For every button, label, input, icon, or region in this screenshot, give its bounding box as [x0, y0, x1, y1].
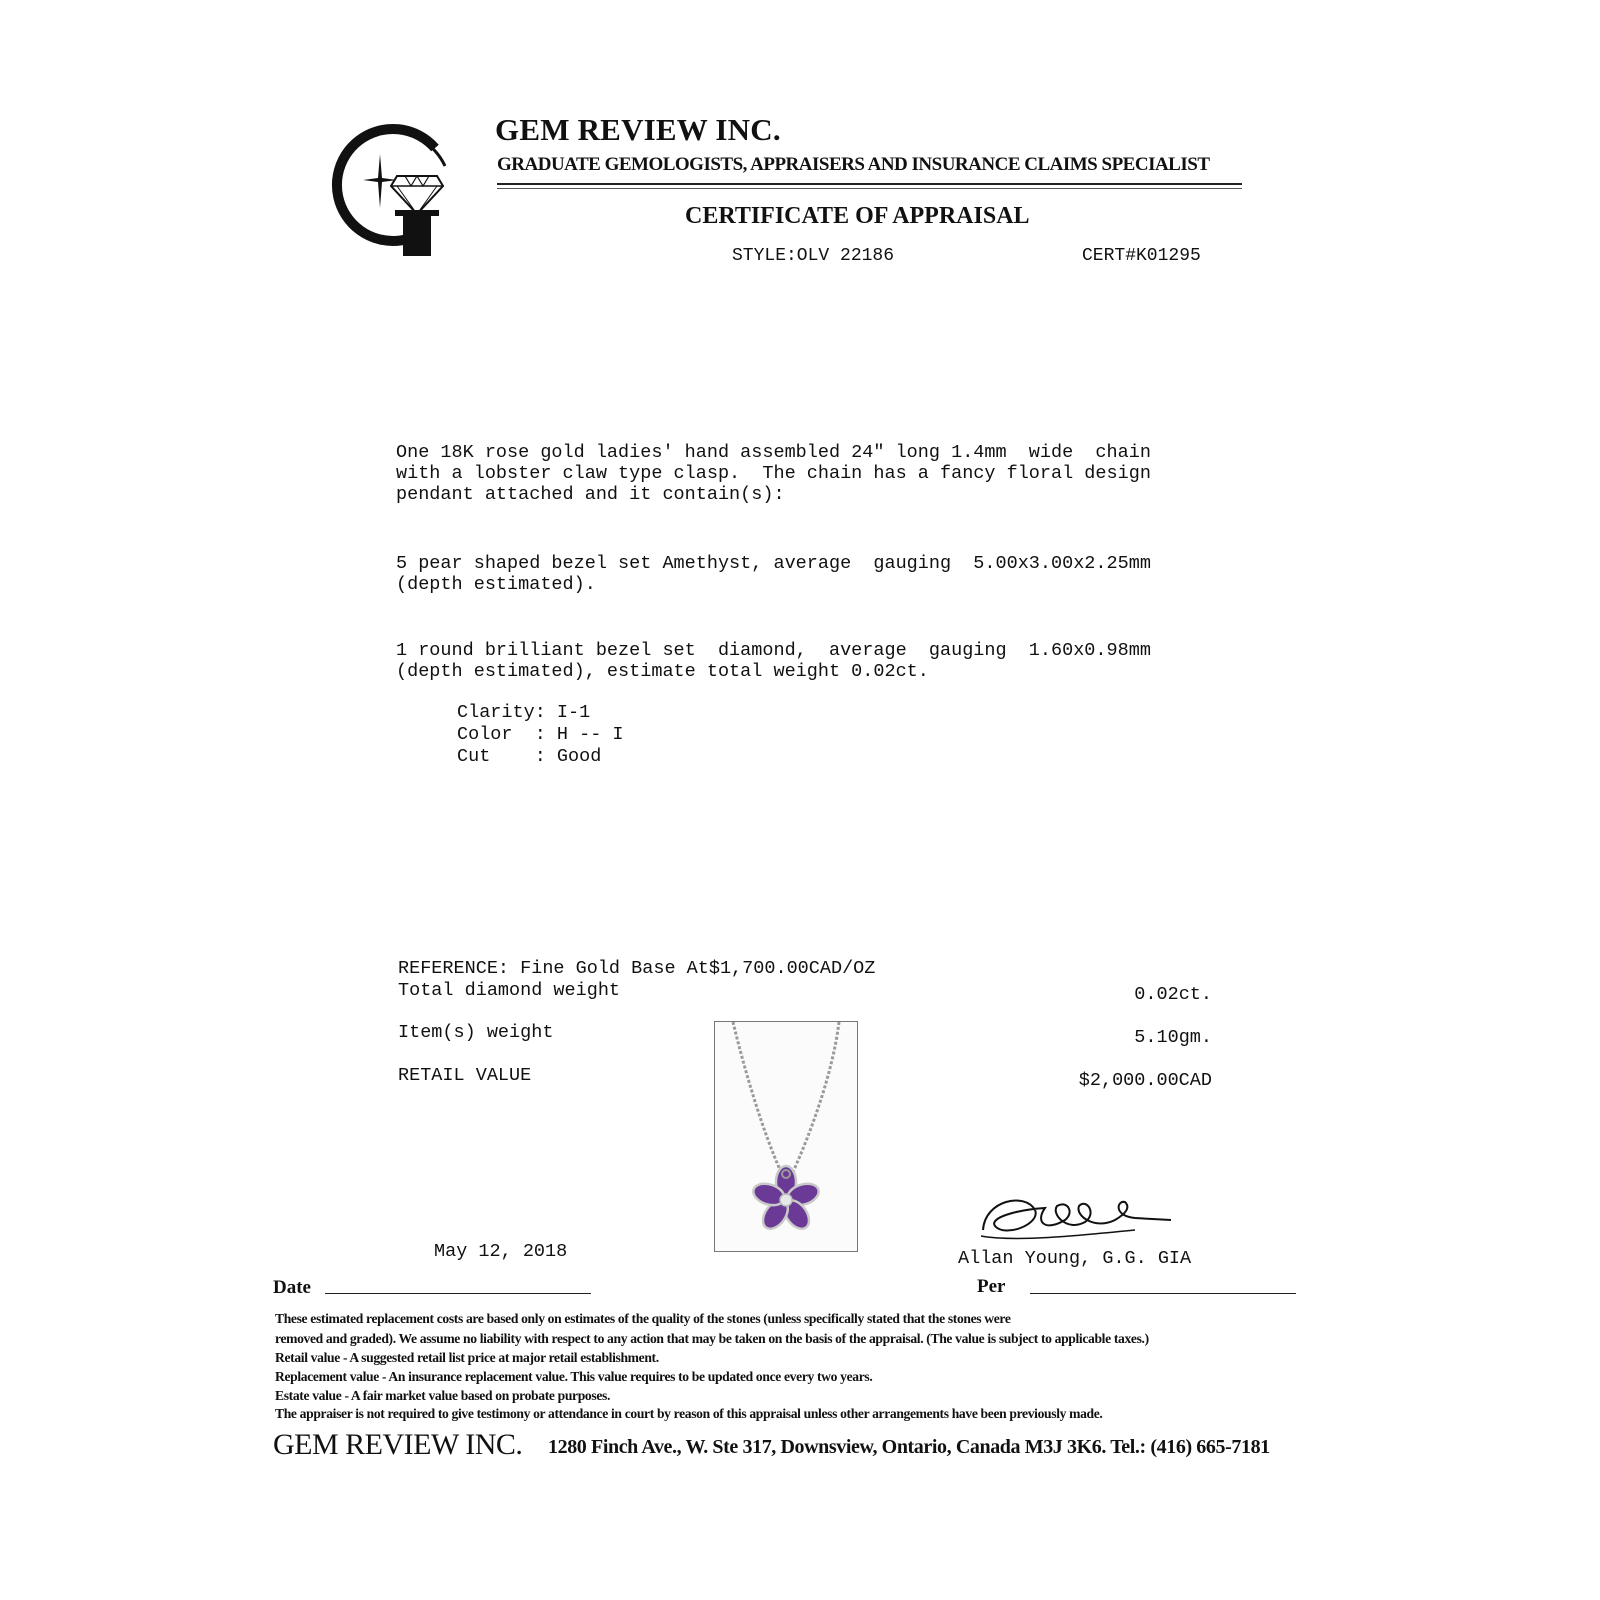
appraisal-date: May 12, 2018 [434, 1241, 568, 1262]
certificate-title: CERTIFICATE OF APPRAISAL [685, 203, 1030, 229]
disclaimer-line: removed and graded). We assume no liability with respect to any action that may be taken on the basis of the appraisal. (The value is subject to applicable taxes.) [275, 1331, 1149, 1346]
item-weight-value: 5.10gm. [1134, 1027, 1212, 1048]
date-label: Date [273, 1277, 311, 1298]
header-rule-thin [497, 188, 1242, 189]
style-number: STYLE:OLV 22186 [732, 246, 895, 266]
diamond-weight-value: 0.02ct. [1134, 984, 1212, 1005]
footer-company-name: GEM REVIEW INC. [273, 1428, 523, 1461]
per-signature-line [1030, 1293, 1296, 1294]
header-rule [497, 183, 1242, 185]
gem-review-logo-icon [325, 122, 455, 262]
disclaimer-line: These estimated replacement costs are based only on estimates of the quality of the stones (unless specifically stated that the stones were [275, 1311, 1011, 1326]
per-label: Per [977, 1276, 1006, 1297]
company-tagline: GRADUATE GEMOLOGISTS, APPRAISERS AND INSURANCE CLAIMS SPECIALIST [497, 154, 1210, 175]
item-description: One 18K rose gold ladies' hand assembled 24" long 1.4mm wide chain with a lobster claw type clasp. The chain has a fancy floral design pendant attached and it contain(s): [396, 442, 1151, 505]
diamond-description: 1 round brilliant bezel set diamond, average gauging 1.60x0.98mm (depth estimated), estimate total weight 0.02ct. [396, 640, 1151, 682]
retail-value-label: RETAIL VALUE [398, 1065, 532, 1086]
appraiser-name: Allan Young, G.G. GIA [958, 1248, 1192, 1269]
amethyst-description: 5 pear shaped bezel set Amethyst, average gauging 5.00x3.00x2.25mm (depth estimated). [396, 553, 1151, 595]
item-weight-label: Item(s) weight [398, 1022, 554, 1043]
retail-value: $2,000.00CAD [1078, 1070, 1212, 1091]
diamond-grading: Clarity: I-1 Color : H -- I Cut : Good [457, 702, 624, 767]
company-name: GEM REVIEW INC. [495, 112, 781, 147]
footer-address: 1280 Finch Ave., W. Ste 317, Downsview, Ontario, Canada M3J 3K6. Tel.: (416) 665-7181 [548, 1436, 1270, 1458]
date-signature-line [325, 1293, 591, 1294]
disclaimer-line: Estate value - A fair market value based on probate purposes. [275, 1388, 610, 1403]
disclaimer-line: Replacement value - An insurance replacement value. This value requires to be updated once every two years. [275, 1369, 873, 1384]
flower-pendant-necklace-icon [715, 1022, 857, 1251]
cert-number: CERT#K01295 [1082, 246, 1201, 266]
gold-base-reference: REFERENCE: Fine Gold Base At$1,700.00CAD/OZ [398, 958, 876, 979]
disclaimer-line: The appraiser is not required to give testimony or attendance in court by reason of this appraisal unless other arrangements have been previously made. [275, 1406, 1103, 1421]
signature-icon [975, 1180, 1175, 1260]
product-photo [714, 1021, 858, 1252]
diamond-weight-label: Total diamond weight [398, 980, 621, 1001]
disclaimer-line: Retail value - A suggested retail list price at major retail establishment. [275, 1350, 659, 1365]
